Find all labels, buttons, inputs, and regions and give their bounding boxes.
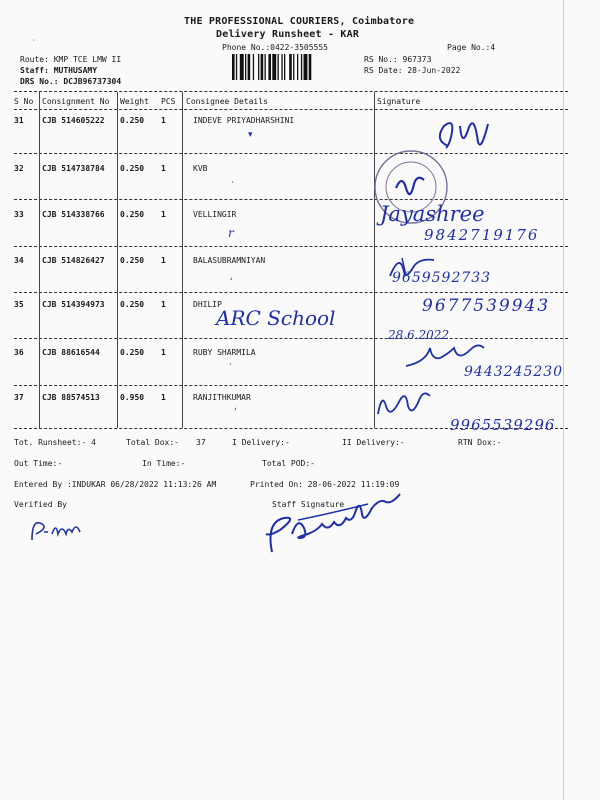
phone-number: Phone No.:0422-3505555 <box>222 43 328 52</box>
row-sno: 34 <box>14 256 24 265</box>
col-consignment: Consignment No <box>42 97 110 106</box>
barcode-bar <box>265 54 266 80</box>
barcode <box>232 54 350 80</box>
row-rule <box>14 199 568 200</box>
staff-handwritten-signature <box>258 490 418 558</box>
barcode-bar <box>268 54 271 80</box>
row-weight: 0.950 <box>120 393 145 402</box>
header-rule-top <box>14 91 568 92</box>
drs-number: DRS No.: DCJB96737304 <box>20 77 122 86</box>
barcode-bar <box>258 54 259 80</box>
row-rule <box>14 385 568 386</box>
barcode-bar <box>278 54 279 80</box>
col-divider <box>374 92 375 428</box>
total-pod: Total POD:- <box>262 459 315 468</box>
row-consignee: INDEVE PRIYADHARSHINI <box>193 116 295 125</box>
header-rule-bottom <box>14 109 568 110</box>
barcode-bar <box>304 54 308 80</box>
col-divider <box>39 92 40 428</box>
row-rule <box>14 246 568 247</box>
row-sno: 33 <box>14 210 24 219</box>
i-delivery: I Delivery:- <box>232 438 290 447</box>
rtn-dox: RTN Dox:- <box>458 438 502 447</box>
handwritten-phone: 9659592733 <box>392 270 492 286</box>
signature-row-37 <box>374 390 434 420</box>
barcode-bar <box>301 54 302 80</box>
row-consignee: BALASUBRAMNIYAN <box>193 256 266 265</box>
handwritten-phone: 9842719176 <box>424 226 540 244</box>
rs-date: RS Date: 28-Jun-2022 <box>364 66 461 75</box>
col-sno: S No <box>14 97 34 106</box>
row-consignment: CJB 514738784 <box>42 164 105 173</box>
row-rule <box>14 292 568 293</box>
row-weight: 0.250 <box>120 300 145 309</box>
row-consignment: CJB 88616544 <box>42 348 100 357</box>
tot-runsheet: Tot. Runsheet:- 4 <box>14 438 96 447</box>
row-pcs: 1 <box>161 164 166 173</box>
col-weight: Weight <box>120 97 149 106</box>
rs-number: RS No.: 967373 <box>364 55 432 64</box>
row-pcs: 1 <box>161 348 166 357</box>
row-consignment: CJB 514826427 <box>42 256 105 265</box>
barcode-graphic <box>232 54 350 80</box>
handwritten-phone: 9677539943 <box>422 296 551 316</box>
pen-tick: ˈ <box>234 408 237 418</box>
verified-by-label: Verified By <box>14 500 67 509</box>
row-weight: 0.250 <box>120 116 145 125</box>
row-consignee: KVB <box>193 164 208 173</box>
row-sno: 32 <box>14 164 24 173</box>
entered-by: Entered By :INDUKAR 06/28/2022 11:13:26 AM <box>14 480 217 489</box>
handwritten-date: 28.6.2022 <box>388 328 450 342</box>
row-sno: 35 <box>14 300 24 309</box>
barcode-bar <box>248 54 251 80</box>
pen-tick: ˈ <box>230 278 233 288</box>
handwritten-phone: 9965539296 <box>450 416 556 434</box>
row-consignee: DHILIP <box>193 300 222 309</box>
printed-on: Printed On: 28-06-2022 11:19:09 <box>250 480 400 489</box>
ii-delivery: II Delivery:- <box>342 438 405 447</box>
row-pcs: 1 <box>161 393 166 402</box>
row-sno: 31 <box>14 116 24 125</box>
row-sno: 36 <box>14 348 24 357</box>
row-weight: 0.250 <box>120 164 145 173</box>
staff-signature-label: Staff Signature <box>272 500 345 509</box>
handwritten-name: Jayashree <box>380 202 485 226</box>
barcode-bar <box>232 54 235 80</box>
row-pcs: 1 <box>161 300 166 309</box>
col-signature: Signature <box>377 97 421 106</box>
row-pcs: 1 <box>161 210 166 219</box>
barcode-bar <box>284 54 285 80</box>
barcode-bar <box>236 54 237 80</box>
barcode-bar <box>245 54 246 80</box>
barcode-bar <box>253 54 254 80</box>
verified-signature <box>28 514 92 544</box>
pen-tick: r <box>228 226 234 240</box>
page-number: Page No.:4 <box>447 43 496 52</box>
signature-row-31 <box>430 116 500 154</box>
row-consignee: RUBY SHARMILA <box>193 348 256 357</box>
company-name: THE PROFESSIONAL COURIERS, Coimbatore <box>184 16 415 27</box>
barcode-bar <box>281 54 282 80</box>
document-title: Delivery Runsheet - KAR <box>216 29 360 40</box>
scan-mark: · <box>32 37 36 44</box>
col-consignee: Consignee Details <box>186 97 268 106</box>
row-sno: 37 <box>14 393 24 402</box>
route: Route: KMP TCE LMW II <box>20 55 122 64</box>
col-pcs: PCS <box>161 97 176 106</box>
row-weight: 0.250 <box>120 256 145 265</box>
in-time: In Time:- <box>142 459 186 468</box>
row-consignment: CJB 514605222 <box>42 116 105 125</box>
row-rule <box>14 338 568 339</box>
row-consignee: VELLINGIR <box>193 210 237 219</box>
handwritten-consignee: ARC School <box>216 306 336 330</box>
barcode-bar <box>309 54 312 80</box>
row-consignment: CJB 514394973 <box>42 300 105 309</box>
pen-tick: ▾ <box>248 130 253 140</box>
row-weight: 0.250 <box>120 210 145 219</box>
pen-tick: ˋ <box>228 364 233 374</box>
handwritten-phone: 9443245230 <box>464 364 564 380</box>
col-divider <box>117 92 118 428</box>
pen-tick: ˋ <box>230 182 235 192</box>
page-edge-line <box>563 0 564 800</box>
barcode-bar <box>289 54 292 80</box>
barcode-bar <box>297 54 298 80</box>
barcode-bar <box>240 54 244 80</box>
staff-name: Staff: MUTHUSAMY <box>20 66 98 75</box>
row-consignment: CJB 514338766 <box>42 210 105 219</box>
row-consignment: CJB 88574513 <box>42 393 100 402</box>
row-pcs: 1 <box>161 116 166 125</box>
total-dox-value: 37 <box>196 438 206 447</box>
barcode-bar <box>272 54 276 80</box>
col-divider <box>182 92 183 428</box>
out-time: Out Time:- <box>14 459 63 468</box>
row-pcs: 1 <box>161 256 166 265</box>
row-weight: 0.250 <box>120 348 145 357</box>
row-consignee: RANJITHKUMAR <box>193 393 251 402</box>
barcode-bar <box>261 54 264 80</box>
total-dox-label: Total Dox:- <box>126 438 179 447</box>
barcode-bar <box>293 54 294 80</box>
